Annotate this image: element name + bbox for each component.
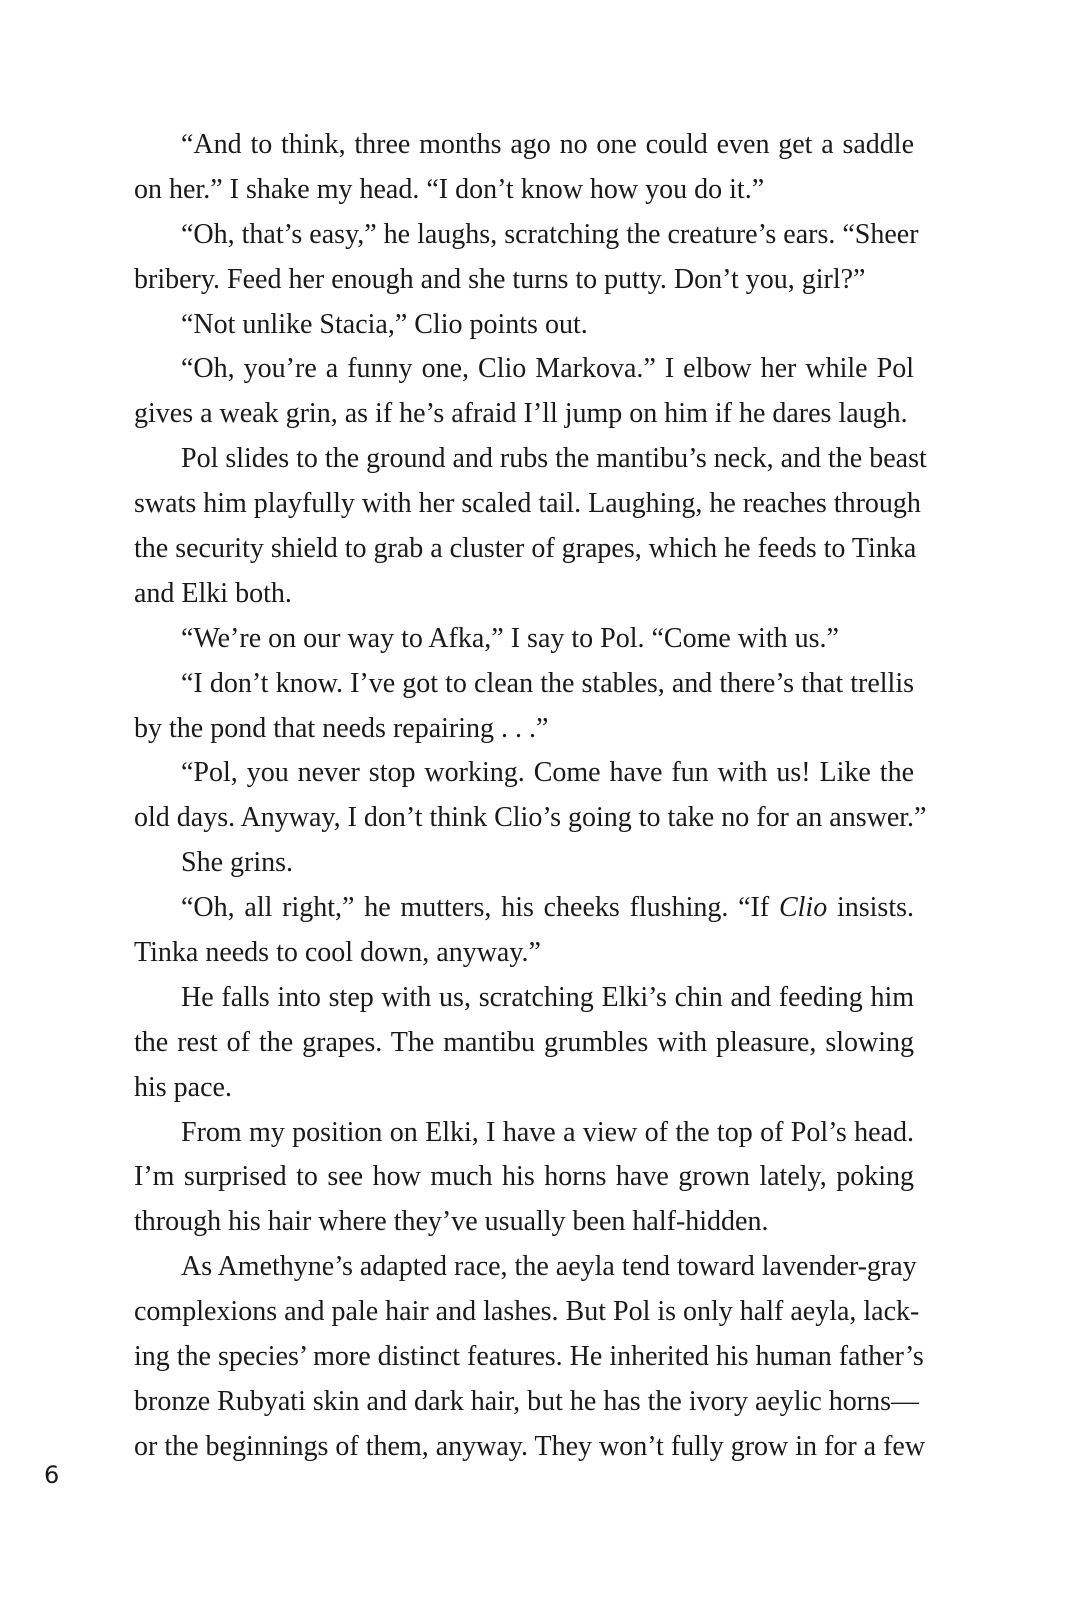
text-line-content: complexions and pale hair and lashes. But Pol is only half aeyla, lack- [134, 1296, 920, 1328]
text-line [134, 1380, 920, 1425]
text-line-content: by the pond that needs repairing . . .” [134, 712, 549, 744]
text-line [134, 1245, 917, 1290]
text-line [134, 751, 914, 796]
text-line [134, 123, 914, 168]
text-line [134, 1335, 924, 1380]
text-line-content: As Amethyne’s adapted race, the aeyla tend toward lavender-gray [181, 1251, 917, 1283]
text-line [134, 1200, 914, 1245]
text-line [134, 886, 914, 931]
text-line-content: Tinka needs to cool down, anyway.” [134, 937, 541, 969]
text-line-content: on her.” I shake my head. “I don’t know how you do it.” [134, 173, 765, 205]
text-line-content: his pace. [134, 1071, 232, 1103]
text-line [134, 976, 914, 1021]
text-line [134, 617, 914, 662]
text-line [134, 392, 914, 437]
text-line [134, 707, 914, 752]
text-line-content: ing the species’ more distinct features. He inherited his human father’s [134, 1341, 924, 1373]
text-line-content: She grins. [181, 847, 293, 879]
text-line-content: gives a weak grin, as if he’s afraid I’ll jump on him if he dares laugh. [134, 398, 908, 430]
text-line-content: “Not unlike Stacia,” Clio points out. [181, 308, 588, 340]
text-line [134, 931, 914, 976]
text-line [134, 258, 914, 303]
text-line-content: “We’re on our way to Afka,” I say to Pol. “Come with us.” [181, 622, 839, 654]
text-line [134, 168, 914, 213]
text-line [134, 572, 914, 617]
text-line-content: “And to think, three months ago no one could even get a saddle [181, 129, 914, 160]
body-text [134, 123, 927, 1470]
text-line-content: the security shield to grab a cluster of grapes, which he feeds to Tinka [134, 533, 917, 565]
text-line-content: Pol slides to the ground and rubs the mantibu’s neck, and the beast [181, 443, 927, 475]
text-line-content: swats him playfully with her scaled tail. Laughing, he reaches through [134, 488, 921, 520]
text-line-content: bribery. Feed her enough and she turns to putty. Don’t you, girl?” [134, 263, 866, 295]
text-line-content: or the beginnings of them, anyway. They won’t fully grow in for a few [134, 1430, 926, 1462]
text-line [134, 303, 914, 348]
text-line [134, 437, 927, 482]
text-line-content: From my position on Elki, I have a view of the top of Pol’s head. [181, 1116, 914, 1148]
text-line-content: “Oh, all right,” he mutters, his cheeks flushing. “If [181, 892, 779, 924]
text-line-content: old days. Anyway, I don’t think Clio’s going to take no for an answer.” [134, 802, 927, 834]
text-line [134, 1066, 914, 1111]
text-line-content: “I don’t know. I’ve got to clean the stables, and there’s that trellis [181, 667, 914, 699]
text-line-content: the rest of the grapes. The mantibu grumbles with pleasure, slowing [134, 1026, 914, 1058]
text-line [134, 1021, 914, 1066]
text-line [134, 347, 914, 392]
text-line-content: “Pol, you never stop working. Come have fun with us! Like the [181, 757, 914, 789]
page-number: 6 [44, 1461, 60, 1489]
text-line [134, 1425, 926, 1470]
text-line [134, 662, 914, 707]
text-line [134, 1290, 920, 1335]
text-line-content: bronze Rubyati skin and dark hair, but he has the ivory aeylic horns— [134, 1385, 920, 1417]
text-line-content: I’m surprised to see how much his horns have grown lately, poking [134, 1161, 914, 1193]
text-line [134, 796, 927, 841]
text-line-content: through his hair where they’ve usually been half-hidden. [134, 1206, 769, 1238]
text-line-content: “Oh, you’re a funny one, Clio Markova.” I elbow her while Pol [181, 353, 914, 385]
text-line-content: and Elki both. [134, 577, 292, 609]
text-line [134, 1155, 914, 1200]
text-line [134, 213, 919, 258]
text-line [134, 1111, 914, 1156]
text-line-content: He falls into step with us, scratching Elki’s chin and feeding him [181, 981, 914, 1013]
text-line [134, 841, 914, 886]
text-line [134, 527, 917, 572]
text-line [134, 482, 921, 527]
text-line-content: insists. [827, 892, 914, 924]
text-line-content: “Oh, that’s easy,” he laughs, scratching the creature’s ears. “Sheer [181, 218, 919, 250]
italic-word: Clio [778, 892, 828, 924]
